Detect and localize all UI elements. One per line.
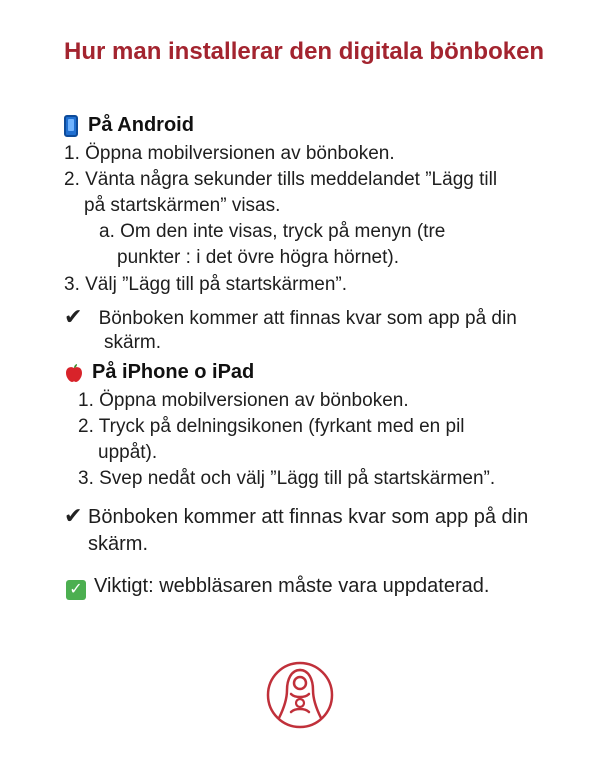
mobile-phone-icon <box>64 115 78 137</box>
android-step-2-line-2: på startskärmen” visas. <box>84 195 281 216</box>
android-step-1: 1. Öppna mobilversionen av bönboken. <box>64 143 395 164</box>
green-check-icon: ✓ <box>66 580 86 600</box>
iphone-note-line-2: skärm. <box>88 533 148 555</box>
android-step-3: 3. Välj ”Lägg till på startskärmen”. <box>64 274 348 295</box>
iphone-step-2-line-1: 2. Tryck på delningsikonen (fyrkant med en pil <box>78 416 465 437</box>
important-note <box>66 572 489 600</box>
checkmark-icon: ✔ <box>64 304 83 329</box>
android-heading-label: På Android <box>88 114 194 136</box>
android-step-2a-line-2: punkter : i det övre högra hörnet). <box>117 247 399 268</box>
android-heading <box>64 114 194 137</box>
iphone-heading <box>64 361 254 384</box>
iphone-step-3: 3. Svep nedåt och välj ”Lägg till på startskärmen”. <box>78 468 496 489</box>
android-note-line-2: skärm. <box>104 332 161 353</box>
android-note-line-1 <box>64 304 517 332</box>
iphone-heading-label: På iPhone o iPad <box>92 361 255 383</box>
iphone-step-2-line-2: uppåt). <box>98 442 158 463</box>
madonna-logo <box>265 660 335 730</box>
checkmark-icon: ✔ <box>64 503 83 528</box>
android-step-2-line-1: 2. Vänta några sekunder tills meddelandet ”Lägg till <box>64 169 498 190</box>
apple-icon <box>64 363 84 383</box>
iphone-step-1: 1. Öppna mobilversionen av bönboken. <box>78 390 409 411</box>
iphone-note-text: Bönboken kommer att finnas kvar som app på din <box>88 506 529 528</box>
page-title: Hur man installerar den digitala bönboken <box>64 38 545 65</box>
android-note-text: Bönboken kommer att finnas kvar som app på din <box>98 308 517 329</box>
iphone-note-line-1 <box>64 502 528 531</box>
important-note-text: Viktigt: webbläsaren måste vara uppdaterad. <box>94 575 490 597</box>
android-step-2a-line-1: a. Om den inte visas, tryck på menyn (tre <box>99 221 446 242</box>
